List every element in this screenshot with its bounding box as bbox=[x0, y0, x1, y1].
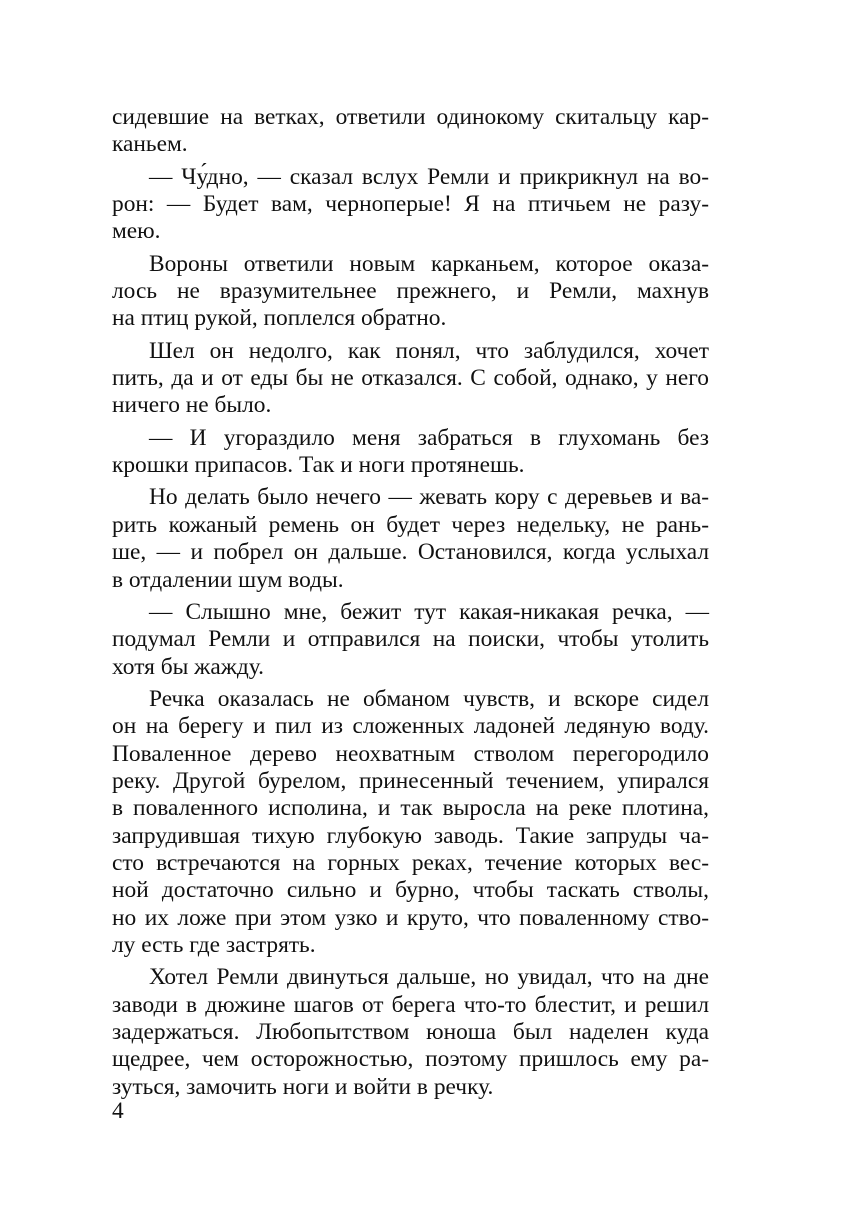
text-line: сто встречаются на горных реках, течение которых вес- bbox=[112, 849, 709, 876]
text-line: подумал Ремли и отправился на поиски, чтобы утолить bbox=[112, 626, 709, 653]
paragraph bbox=[112, 964, 709, 1101]
text-line: хотя бы жажду. bbox=[112, 653, 264, 680]
text-line: каньем. bbox=[112, 131, 188, 158]
text-line: но их ложе при этом узко и круто, что поваленному ство- bbox=[112, 904, 709, 931]
text-line: Вороны ответили новым карканьем, которое оказа- bbox=[149, 250, 709, 277]
paragraph bbox=[112, 104, 709, 159]
text-line: он на берегу и пил из сложенных ладоней ледяную воду. bbox=[112, 713, 709, 740]
text-line: на птиц рукой, поплелся обратно. bbox=[112, 305, 447, 332]
text-line: сидевшие на ветках, ответили одинокому скитальцу кар- bbox=[112, 104, 709, 130]
text-line: зуться, замочить ноги и войти в речку. bbox=[112, 1073, 494, 1100]
text-line: рить кожаный ремень он будет через недельку, не рань- bbox=[112, 511, 709, 538]
text-line: — Чу́дно, — сказал вслух Ремли и прикрикнул на во- bbox=[149, 163, 709, 190]
text-line: пить, да и от еды бы не отказался. С собой, однако, у него bbox=[112, 365, 709, 392]
text-line: Шел он недолго, как понял, что заблудился, хочет bbox=[149, 337, 709, 364]
text-line: Поваленное дерево неохватным стволом перегородило bbox=[112, 740, 709, 767]
text-line: ничего не было. bbox=[112, 392, 272, 419]
text-line: ной достаточно сильно и бурно, чтобы таскать стволы, bbox=[112, 877, 709, 904]
text-line: запрудившая тихую глубокую заводь. Такие запруды ча- bbox=[112, 822, 709, 849]
paragraph bbox=[112, 164, 709, 246]
page-number: 4 bbox=[112, 1098, 124, 1124]
text-line: щедрее, чем осторожностью, поэтому пришлось ему ра- bbox=[112, 1046, 709, 1073]
paragraph bbox=[112, 484, 709, 593]
text-line: в отдалении шум воды. bbox=[112, 566, 344, 593]
text-line: заводи в дюжине шагов от берега что-то блестит, и решил bbox=[112, 991, 709, 1018]
text-line: мею. bbox=[112, 218, 161, 245]
text-line: в поваленного исполина, и так выросла на реке плотина, bbox=[112, 795, 709, 822]
text-line: Но делать было нечего — жевать кору с деревьев и ва- bbox=[149, 484, 709, 511]
paragraph bbox=[112, 599, 709, 681]
paragraph bbox=[112, 251, 709, 333]
text-line: крошки припасов. Так и ноги протянешь. bbox=[112, 452, 525, 479]
paragraph bbox=[112, 425, 709, 480]
text-line: ше, — и побрел он дальше. Остановился, когда услыхал bbox=[112, 539, 709, 566]
text-line: рон: — Будет вам, черноперые! Я на птичьем не разу- bbox=[112, 191, 709, 218]
text-line: Хотел Ремли двинуться дальше, но увидал, что на дне bbox=[149, 964, 709, 991]
body-text bbox=[112, 104, 709, 1106]
text-line: задержаться. Любопытством юноша был наделен куда bbox=[112, 1019, 709, 1045]
text-line: реку. Другой бурелом, принесенный течением, упирался bbox=[112, 767, 709, 794]
text-line: Речка оказалась не обманом чувств, и вскоре сидел bbox=[149, 685, 709, 712]
text-line: лось не вразумительнее прежнего, и Ремли, махнув bbox=[112, 278, 709, 305]
text-line: — Слышно мне, бежит тут какая-никакая речка, — bbox=[149, 598, 709, 625]
text-line: — И угораздило меня забраться в глухомань без bbox=[149, 424, 709, 451]
paragraph bbox=[112, 686, 709, 959]
text-line: лу есть где застрять. bbox=[112, 931, 316, 958]
paragraph bbox=[112, 338, 709, 420]
